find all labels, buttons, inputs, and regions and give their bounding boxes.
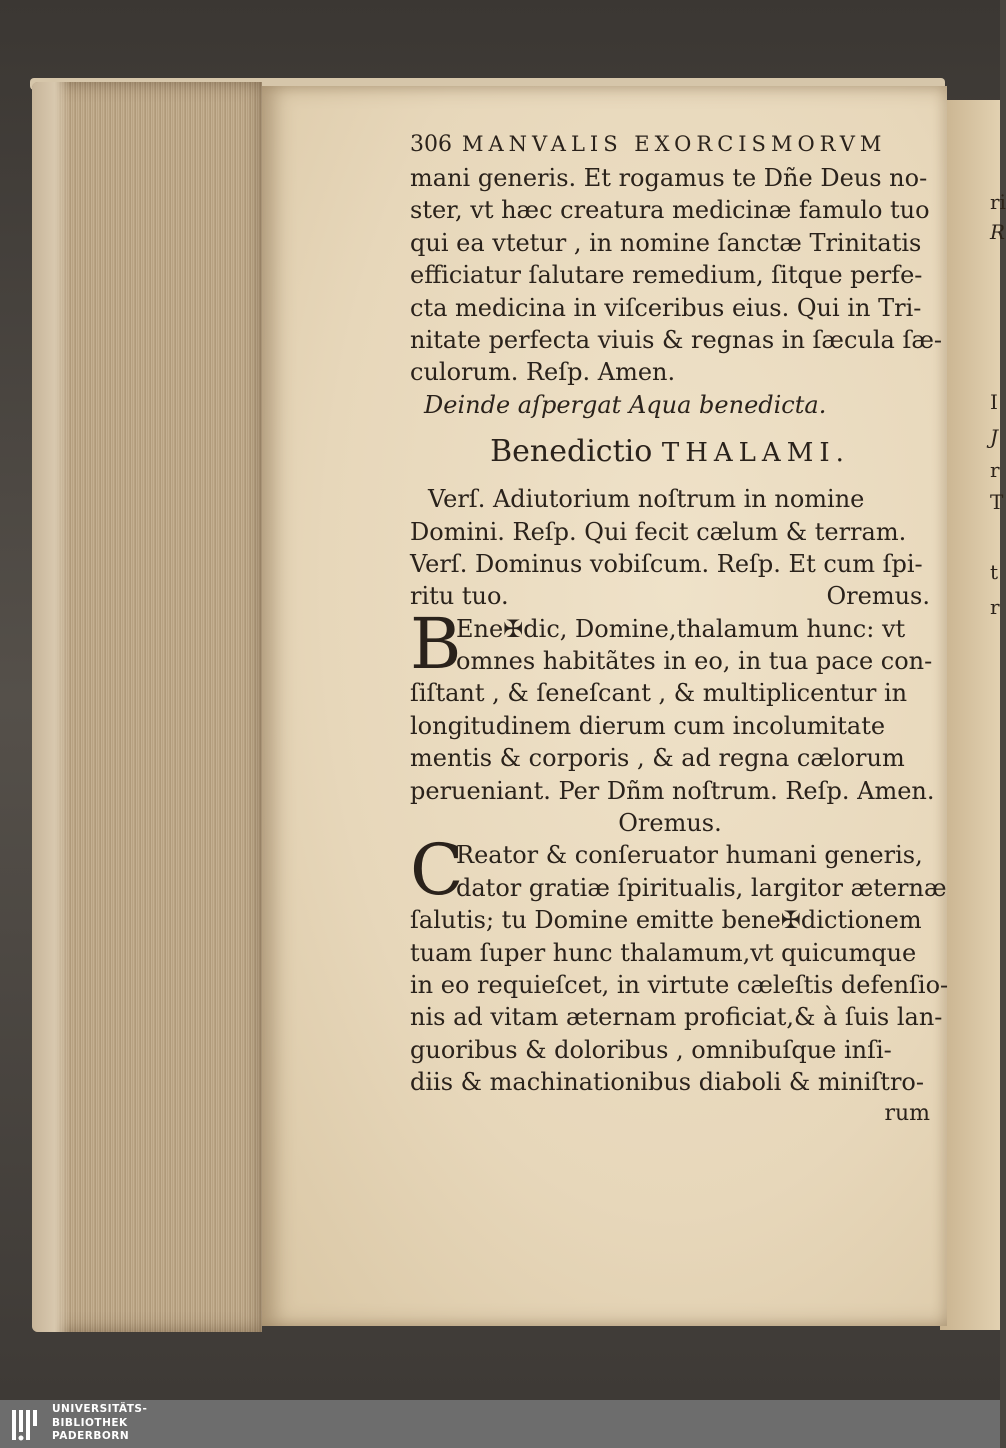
text-line: nis ad vitam æternam proficiat,& à ſuis lan- — [410, 1003, 943, 1032]
text-line: qui ea vtetur , in nomine ſanctæ Trinitatis — [410, 228, 922, 257]
text-line: efficiatur ſalutare remedium, ſitque perfe- — [410, 261, 923, 290]
book-page — [262, 86, 947, 1326]
text-line: ster, vt hæc creatura medicinæ famulo tuo — [410, 196, 930, 225]
logo-line: UNIVERSITÄTS- — [52, 1403, 148, 1415]
prayer-creator — [410, 829, 949, 1098]
text-line: cta medicina in viſceribus eius. Qui in Tri- — [410, 293, 922, 322]
fragment: r — [990, 458, 1000, 482]
text-line: dator gratiæ ſpiritualis, largitor æternæ — [456, 873, 947, 902]
fragment: R — [990, 220, 1006, 244]
page-text — [410, 126, 949, 1129]
text-line: ſiſtant , & ſeneſcant , & multiplicentur in — [410, 679, 908, 708]
library-footer — [0, 1400, 1000, 1448]
fragment: T — [990, 490, 1004, 514]
text-line: perueniant. Per Dñm noſtrum. Reſp. Amen. — [410, 776, 935, 805]
library-logo-text — [52, 1403, 147, 1444]
fragment: r — [990, 595, 1000, 619]
section-heading — [410, 421, 930, 483]
logo-line: BIBLIOTHEK — [52, 1416, 128, 1429]
text-line: tuam ſuper hunc thalamum,vt quicumque — [410, 938, 917, 967]
catchword: rum — [884, 1100, 930, 1126]
page-edges — [32, 82, 262, 1332]
fragment: I — [990, 390, 998, 414]
drop-cap: B — [410, 602, 462, 685]
text-line: Verſ. Adiutorium noſtrum in nomine — [428, 485, 865, 514]
running-head — [410, 126, 930, 162]
oremus-label: Oremus. — [826, 582, 930, 611]
text-line: diis & machinationibus diaboli & miniſtro- — [410, 1068, 924, 1097]
text-line: omnes habitãtes in eo, in tua pace con- — [456, 647, 933, 676]
fragment: t — [990, 560, 999, 584]
library-logo-icon — [8, 1406, 46, 1444]
prayer-blessing — [410, 602, 935, 807]
text-line: Ene✠dic, Domine,thalamum hunc: vt — [456, 614, 906, 643]
text-line: Domini. Reſp. Qui fecit cælum & terram. — [410, 517, 907, 546]
text-line — [410, 580, 930, 612]
ritu-text: ritu tuo. — [410, 582, 509, 611]
logo-line: PADERBORN — [52, 1430, 130, 1442]
heading-main: Benedictio — [490, 434, 653, 470]
rubric: Deinde aſpergat Aqua benedicta. — [424, 390, 827, 419]
text-line: guoribus & doloribus , omnibuſque inſi- — [410, 1035, 892, 1064]
text-line: nitate perfecta viuis & regnas in ſæcula ſæ- — [410, 325, 943, 354]
text-line: in eo requieſcet, in virtute cæleſtis defenſio- — [410, 970, 949, 999]
fragment: J — [990, 425, 999, 449]
next-page-edge — [940, 100, 1006, 1330]
heading-caps: THALAMI. — [661, 438, 850, 469]
text-line: longitudinem dierum cum incolumitate — [410, 711, 886, 740]
text-line: Reator & conſeruator humani generis, — [456, 841, 923, 870]
fragment: ri — [990, 190, 1006, 214]
text-line: mani generis. Et rogamus te Dñe Deus no- — [410, 164, 928, 192]
running-title: MANVALIS EXORCISMORVM — [462, 132, 887, 156]
text-line: culorum. Reſp. Amen. — [410, 358, 676, 387]
page-number: 306 — [410, 132, 452, 157]
drop-cap: C — [410, 829, 464, 912]
text-line: ſalutis; tu Domine emitte bene✠dictionem — [410, 906, 922, 935]
text-line: Verſ. Dominus vobiſcum. Reſp. Et cum ſpi- — [410, 549, 923, 578]
oremus-heading: Oremus. — [618, 809, 722, 838]
text-line: mentis & corporis , & ad regna cælorum — [410, 744, 905, 773]
